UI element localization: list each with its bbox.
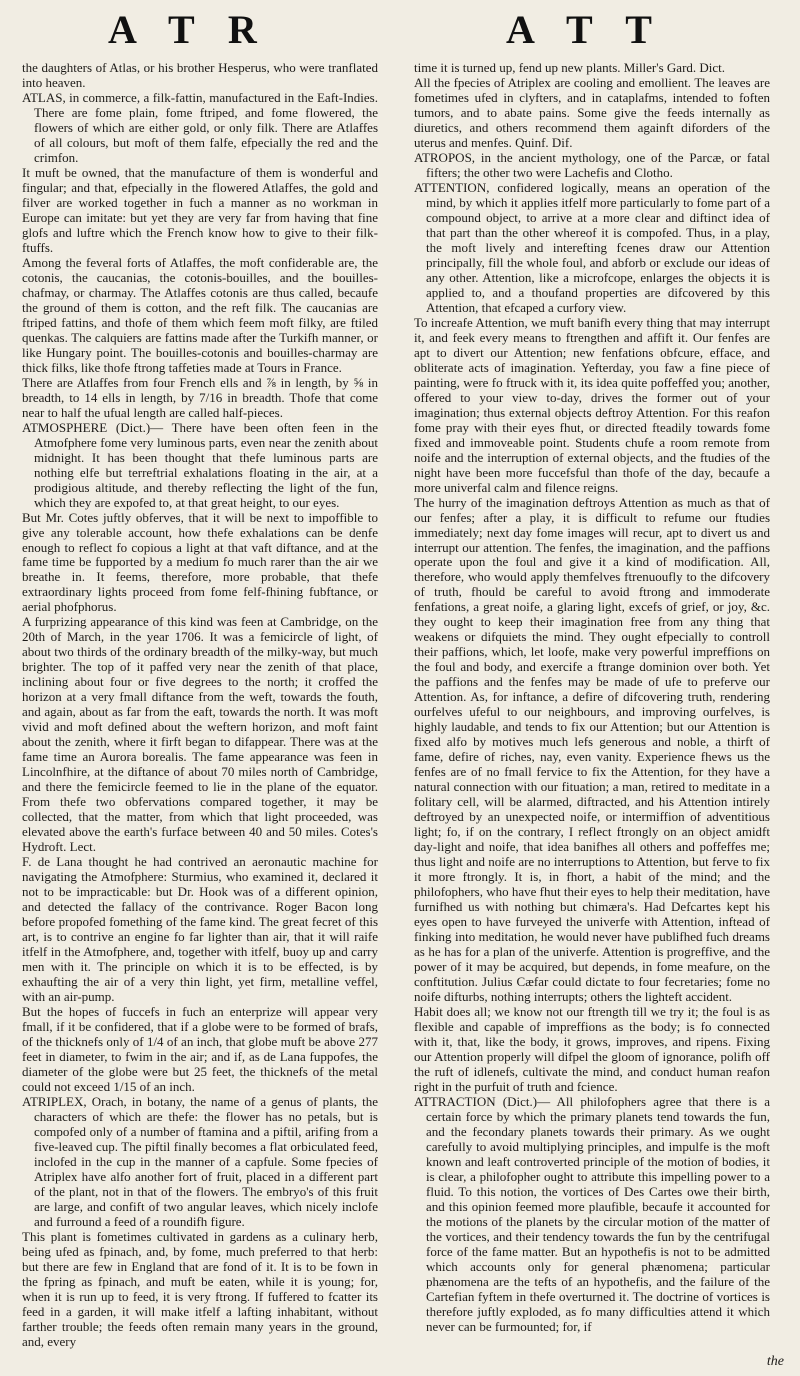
paragraph: F. de Lana thought he had contrived an aeronautic machine for navigating the Atmofphere: Sturmius, who examined it, declared it not to be impracticable: but Dr. Hook was of a different opinion, and detected the fallacy of the contrivance. Roger Bacon long before propofed fomething of the fame kind. The great fecret of this art, is to contrive an engine fo far lighter than air, that it will raife itfelf in the Atmofphere, and, together with itfelf, buoy up and carry men with it. The principle on which it is to be effected, is by exhaufting the air of a very thin light, yet firm, metalline veffel, with an air-pump. [22,854,378,1005]
paragraph: Habit does all; we know not our ftrength till we try it; the foul is as flexible and capable of impreffions as the body; is fo connected with it, that, like the body, it grows, improves, and ripens. Fixing our Attention properly will difpel the gloom of ignorance, polifh off the ruft of idlenefs, cultivate the mind, and conduct human reafon right in the purfuit of truth and fcience. [414,1004,770,1094]
paragraph: But Mr. Cotes juftly obferves, that it will be next to impoffible to give any tolerable account, how thefe exhalations can be denfe enough to reflect fo copious a light at that vaft diftance, and at the fame time be fupported by a medium fo much rarer than the air we breathe in. It feems, therefore, more probable, that thefe extraordinary lights proceed from fome felf-fhining fubftance, or aerial phofphorus. [22,509,378,615]
paragraph: Among the feveral forts of Atlaffes, the moft confiderable are, the cotonis, the caucanias, the cotonis-bouilles, and the bouilles-chafmay, or charmay. The Atlaffes cotonis are thus called, becaufe the ground of them is cotton, and the reft filk. The caucanias are ftriped fattins, and thofe of them which feem moft filky, are ftiled quenkas. The calquiers are fattins made after the Turkifh manner, or like Hungary point. The bouilles-cotonis and bouilles-charmay are thick filks, like thofe ftrong taffeties made at Tours in France. [22,254,378,375]
paragraph: All the fpecies of Atriplex are cooling and emollient. The leaves are fometimes ufed in clyfters, and in cataplafms, intended to foften tumors, and to abate pains. Some give the feeds internally as diuretics, and others recommend them againft diforders of the uterus and menfes. Quinf. Dif. [414,74,770,150]
paragraph: It muft be owned, that the manufacture of them is wonderful and fingular; and that, efpecially in the flowered Atlaffes, the gold and filver are worked together in fuch a manner as no workman in Europe can imitate: but yet they are very far from having that fine glofs and luftre which the French know how to give to their filk-ftuffs. [22,164,378,255]
paragraph: This plant is fometimes cultivated in gardens as a culinary herb, being ufed as fpinach, and, by fome, much preferred to that herb: but there are few in England that are fond of it. It is to be fown in the fpring as fpinach, and muft be eaten, while it is young; for, when it is run up to feed, it is very ftrong. If fuffered to fcatter its feed in a garden, it will make itfelf a lafting inhabitant, without farther trouble; the feeds often remain many years in the ground, and, every [22,1228,378,1349]
entry-atropos: ATROPOS, in the ancient mythology, one of the Parcæ, or fatal fifters; the other two were Lachefis and Clotho. [414,149,770,180]
right-column [414,60,770,1334]
running-head-right: A T T [506,7,664,52]
entry-attraction: ATTRACTION (Dict.)— All philofophers agree that there is a certain force by which the primary planets tend towards the fun, and the fecondary planets towards their primary. As we ought carefully to avoid multiplying principles, and impulfe is the moft known and leaft controverted principle of the motion of bodies, it is clear, a philofopher ought to attribute this impelling power to a fluid. To this notion, the vortices of Des Cartes owe their birth, and this opinion feemed more plaufible, becaufe it accounted for the motions of the planets by the circular motion of the matter of the vortices, and their tendency towards the fun by the centrifugal force of the fame matter. But an hypothefis is not to be admitted which accounts only for general phænomena; particular phænomena are the tefts of an hypothefis, and the failure of the Cartefian fyftem in thefe overturned it. The doctrine of vortices is therefore juftly exploded, as fo many difficulties attend it which never can be furmounted; for, if [414,1093,770,1334]
paragraph: There are Atlaffes from four French ells and ⅞ in length, by ⅝ in breadth, to 14 ells in length, by 7/16 in breadth. Thofe that come near to half the ufual length are called half-pieces. [22,374,378,420]
paragraph: But the hopes of fuccefs in fuch an enterprize will appear very fmall, if it be confidered, that if a globe were to be formed of brafs, of the thicknefs only of 1/4 of an inch, that globe muft be above 277 feet in diameter, to fwim in the air; and if, as de Lana fuppofes, the diameter of the globe were but 25 feet, the thicknefs of the metal could not exceed 1/15 of an inch. [22,1004,378,1094]
paragraph: time it is turned up, fend up new plants. Miller's Gard. Dict. [414,60,726,75]
catchword: the [766,1354,784,1369]
entry-atmosphere: ATMOSPHERE (Dict.)— There have been often feen in the Atmofphere fome very luminous parts, even near the zenith about midnight. It has been thought that thefe luminous parts are nothing elfe but terreftrial exhalations floating in the air, at a prodigious altitude, and thereby reflecting the light of the fun, which they are expofed to, at that great height, to our eyes. [22,419,378,510]
left-column [22,60,378,1349]
paragraph: The hurry of the imagination deftroys Attention as much as that of our fenfes; after a play, it is difficult to refume our ftudies immediately; next day fome images will recur, apt to divert us and interrupt our attention. The fenfes, the imagination, and the paffions operate upon the foul and give it a kind of modification. All, therefore, who would apply themfelves ftrenuoufly to the difcovery of truth, fhould be careful to avoid ftrong and immoderate fenfations, a great noife, a glaring light, excefs of grief, or joy, &c. they ought to keep their imagination free from any thing that weakens or difquiets the mind. They ought efpecially to controll their paffions, which, let loofe, make very powerful impreffions on the foul and body, and exercife a ftrange dominion over both. Yet the paffions and the fenfes may be made of ufe to preferve our Attention. As, for inftance, a defire of difcovering truth, rendering ourfelves ufeful to our neighbours, and improving ourfelves, is highly laudable, and tends to fix our Attention; but our Attention is fixed alfo by motives much lefs generous and noble, a thirft of fame, defire of riches, nay, even vanity. Experience fhews us the fenfes are of no fmall fervice to fix the Attention, for they have a natural connection with our fituation; a man, retired to meditate in a folitary cell, will be alarmed, diftracted, and his Attention intirely deftroyed by an unexpected noife, or intermiffion of adventitious light; fo, if on the contrary, I reflect ftrongly on an object amidft day-light and noife, that idea banifhes all others and poffeffes me; thus light and noife are no interruptions to Attention, but ferve to fix it more ftrongly. It is, in fhort, a habit of the mind; and the philofophers, who have fhut their eyes to help their meditation, have furnifhed us with nothing but chimæra's. Had Defcartes kept his eyes open to have furveyed the univerfe with Attention, inftead of finking into meditation, he would never have publifhed fuch dreams as he has for a plan of the univerfe. Attention is progreffive, and the power of it may be acquired, but depends, in fome meafure, on the conftitution. Julius Cæfar could dictate to four fecretaries; fome no noife difturbs, nothing interrupts; others the lighteft accident. [414,494,770,1005]
paragraph: To increafe Attention, we muft banifh every thing that may interrupt it, and feek every means to ftrengthen and affift it. Our fenfes are apt to divert our Attention; new fenfations obfcure, efface, and obliterate acts of imagination. Yefterday, you faw a fine piece of painting, were fo ftruck with it, its idea quite poffeffed you; another, offered to your view to-day, drives the former out of your imagination; thus external objects deftroy Attention. For this reafon fome pray with their eyes fhut, or directed fteadily towards fome fixed and immoveable point. Students chufe a room remote from noife and the interruption of external objects, and the ftudies of the night have been more fuccefsful than thofe of the day, becaufe a more univerfal calm and filence reigns. [414,314,770,495]
running-head-left: A T R [108,7,269,52]
paragraph: A furprizing appearance of this kind was feen at Cambridge, on the 20th of March, in the year 1706. It was a femicircle of light, of about two thirds of the ordinary breadth of the milky-way, but much brighter. The top of it paffed very near the zenith of that place, inclining about four or five degrees to the north; it croffed the horizon at a very fmall diftance from the weft, towards the fouth, and again, about as far from the eaft, towards the north. It was moft vivid and moft defined about the weftern horizon, and moft faint about the zenith, where it firft began to difappear. There was at the fame time an Aurora borealis. The fame appearance was feen in Lincolnfhire, at the diftance of about 70 miles north of Cambridge, and there the femicircle feemed to lie in the plane of the equator. From thefe two obfervations compared together, it may be collected, that the matter, from which that light proceeded, was elevated above the earth's furface between 40 and 50 miles. Cotes's Hydroft. Lect. [22,614,378,855]
entry-atriplex: ATRIPLEX, Orach, in botany, the name of a genus of plants, the characters of which are thefe: the flower has no petals, but is compofed only of a number of ftamina and a piftil, arifing from a five-leaved cup. The piftil finally becomes a flat orbiculated feed, inclofed in the cup in the manner of a capfule. Some fpecies of Atriplex have alfo another fort of fruit, placed in a different part of the plant, not in that of the flowers. The embryo's of this fruit are large, and confift of two angular leaves, which nicely inclofe and furround a feed of a roundifh figure. [22,1093,378,1229]
entry-attention: ATTENTION, confidered logically, means an operation of the mind, by which it applies itfelf more particularly to fome part of a compound object, to arrive at a more clear and diftinct idea of that part than the other whereof it is compofed. Thus, in a play, the moft lively and interefting fcenes draw our Attention principally, fill the whole foul, and abforb or exclude our ideas of any other. Attention, like a microfcope, enlarges the objects it is applied to, and a thoufand properties are difcovered by this Attention, that efcaped a curfory view. [414,179,770,315]
entry-atlas: ATLAS, in commerce, a filk-fattin, manufactured in the Eaft-Indies. There are fome plain, fome ftriped, and fome flowered, the flowers of which are either gold, or only filk. There are Atlaffes of all colours, but moft of them falfe, efpecially the red and the crimfon. [22,89,378,165]
paragraph: the daughters of Atlas, or his brother Hesperus, who were tranflated into heaven. [22,60,378,90]
